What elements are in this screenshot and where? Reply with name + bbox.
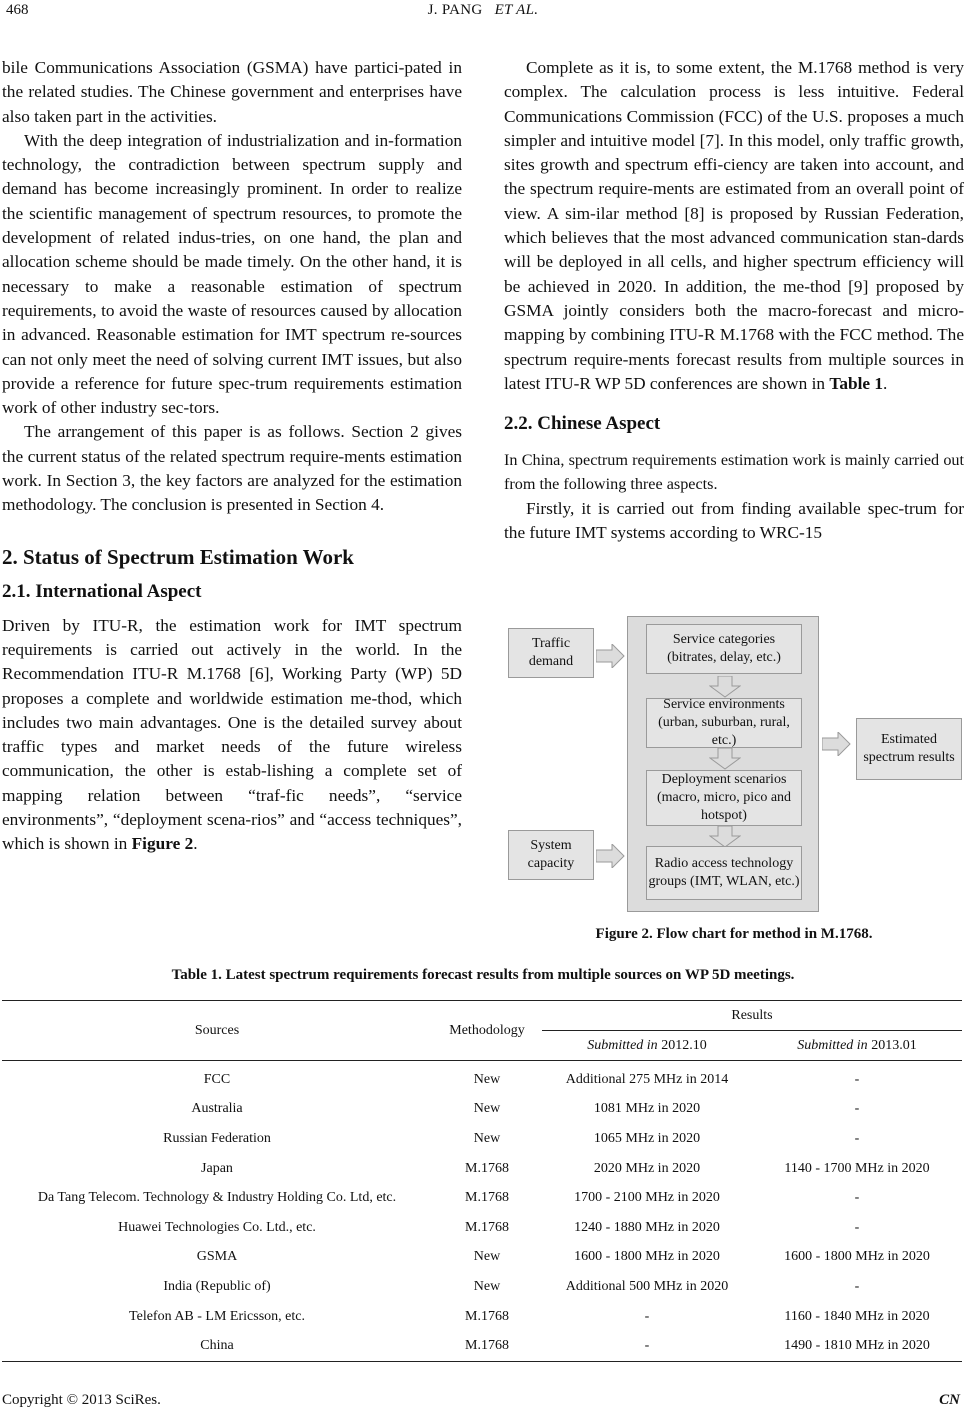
radio-access-box: Radio access technology groups (IMT, WLAN, etc.) <box>646 846 802 900</box>
cell-result-2012: 1600 - 1800 MHz in 2020 <box>574 1249 720 1265</box>
table-row <box>2 1124 962 1154</box>
traffic-demand-box: Traffic demand <box>508 628 594 678</box>
cell-source: China <box>2 1331 432 1361</box>
cell-result-2012: - <box>644 1308 650 1324</box>
table-row <box>2 1183 962 1213</box>
cell-result-2012: Additional 275 MHz in 2014 <box>565 1071 729 1087</box>
table-row <box>2 1302 962 1332</box>
cell-methodology: New <box>473 1278 501 1294</box>
paragraph: With the deep integration of industrialization and in-formation technology, the contradiction between spectrum supply and demand has become increasingly prominent. In order to realize the scientific management of spectrum resources, to promote the development of related indus-tries, on one hand, the plan and allocation scheme should be made timely. On the other hand, it is necessary to make a reasonable estimation of spectrum requirements, to avoid the waste of resources caused by allocation in advanced. Reasonable estimation for IMT spectrum re-sources can not only meet the need of solving current IMT issues, but also provide a reference for future spec-trum requirements estimation work of other industry sec-tors. <box>2 130 462 418</box>
cell-result-2013: - <box>854 1190 860 1206</box>
section-heading: 2. Status of Spectrum Estimation Work <box>2 544 354 569</box>
table-caption: Table 1. Latest spectrum requirements forecast results from multiple sources on WP 5D meetings. <box>171 967 795 983</box>
cell-methodology: New <box>473 1101 501 1117</box>
cell-result-2012: 2020 MHz in 2020 <box>593 1160 701 1176</box>
cell-methodology: M.1768 <box>465 1190 509 1206</box>
paragraph: In China, spectrum requirements estimation work is mainly carried out from the following three aspects. <box>504 451 964 494</box>
paragraph-end: . <box>193 834 198 854</box>
cell-result-2012: 1700 - 2100 MHz in 2020 <box>574 1190 720 1206</box>
service-categories-box: Service categories (bitrates, delay, etc.) <box>646 624 802 674</box>
paragraph-text: Complete as it is, to some extent, the M.1768 method is very complex. The calculation process is less intuitive. Federal Communications Commission (FCC) of the U.S. proposes a much simpler and intuitive model [7]. In this model, only traffic growth, sites growth and spectrum effi-ciency are taken into account, and the spectrum require-ments are estimated from an overall point of view. A sim-ilar method [8] is proposed by Russian Federation, which believes that the most advanced communication stan-dards will be deployed in all cells, and higher spectrum efficiency will be achieved in 2020. In addition, the me-thod [9] proposed by GSMA jointly considers both the macro-forecast and micro-mapping by combining ITU-R M.1768 with the FCC method. The spectrum require-ments forecast results from multiple sources in latest ITU-R WP 5D conferences are shown in <box>504 58 964 393</box>
paragraph: bile Communications Association (GSMA) have partici-pated in the related studies. The Chinese government and enterprises have also taken part in the activities. <box>2 58 462 126</box>
cell-source: Da Tang Telecom. Technology & Industry Holding Co. Ltd, etc. <box>37 1190 397 1206</box>
table-row <box>2 1272 962 1302</box>
cell-result-2013: 1140 - 1700 MHz in 2020 <box>784 1160 930 1176</box>
cell-methodology: New <box>473 1130 501 1146</box>
arrow-right-icon <box>822 732 852 756</box>
deployment-scenarios-box: Deployment scenarios (macro, micro, pico and hotspot) <box>646 770 802 826</box>
footer-journal: CN <box>939 1392 960 1408</box>
submitted-date: 2012.10 <box>661 1037 707 1053</box>
paragraph: The arrangement of this paper is as follows. Section 2 gives the current status of the related spectrum require-ments estimation work. In Section 3, the key factors are analyzed for the estimation methodology. The conclusion is presented in Section 4. <box>2 422 462 515</box>
submitted-date: 2013.01 <box>871 1037 917 1053</box>
paragraph: Firstly, it is carried out from finding available spec-trum for the future IMT systems according to WRC-15 <box>504 498 964 543</box>
cell-methodology: New <box>473 1249 501 1265</box>
arrow-down-icon <box>709 748 741 770</box>
cell-source: Japan <box>201 1160 233 1176</box>
header-results: Results <box>542 1001 962 1031</box>
cell-methodology: M.1768 <box>465 1219 509 1235</box>
results-table <box>2 1000 962 1362</box>
table-row <box>2 1213 962 1243</box>
arrow-down-icon <box>709 826 741 848</box>
paragraph-end: . <box>883 373 888 393</box>
cell-source: Huawei Technologies Co. Ltd., etc. <box>118 1219 316 1235</box>
cell-source: India (Republic of) <box>163 1278 271 1294</box>
footer-copyright: Copyright © 2013 SciRes. <box>2 1392 161 1408</box>
table-row <box>2 1095 962 1125</box>
cell-source: GSMA <box>196 1249 238 1265</box>
running-head-authors: J. PANG <box>427 2 483 18</box>
arrow-right-icon <box>596 644 626 668</box>
cell-result-2013: 1600 - 1800 MHz in 2020 <box>784 1249 930 1265</box>
table-row <box>2 1061 962 1095</box>
service-environments-box: Service environments (urban, suburban, rural, etc.) <box>646 698 802 748</box>
cell-result-2013: - <box>854 1130 860 1146</box>
cell-result-2012: 1065 MHz in 2020 <box>593 1130 701 1146</box>
system-capacity-box: System capacity <box>508 830 594 880</box>
left-column <box>2 56 462 857</box>
table-row <box>2 1331 962 1361</box>
paragraph-text: Driven by ITU-R, the estimation work for IMT spectrum requirements is carried out actively in the world. In the Recommendation ITU-R M.1768 [6], Working Party (WP) 5D proposes a complete and worldwide estimation me-thod, which includes two main advantages. One is the detailed survey about traffic types and market needs of the future wireless communication, the other is estab-lishing a complete set of mapping relation between “traf-fic needs”, “service environments”, “deployment scena-rios” and “access techniques”, which is shown in <box>2 615 462 854</box>
header-submitted-2 <box>752 1031 962 1061</box>
right-column <box>504 56 964 545</box>
paragraph <box>2 614 462 857</box>
cell-result-2013: 1160 - 1840 MHz in 2020 <box>784 1308 930 1324</box>
cell-source: Telefon AB - LM Ericsson, etc. <box>129 1308 305 1324</box>
cell-methodology: M.1768 <box>465 1160 509 1176</box>
cell-source: FCC <box>203 1071 231 1087</box>
cell-result-2013: - <box>854 1278 860 1294</box>
cell-result-2013: - <box>854 1071 860 1087</box>
table-reference: Table 1 <box>829 373 883 393</box>
subsection-heading: 2.1. International Aspect <box>2 580 202 602</box>
flow-chart-figure <box>506 614 966 914</box>
running-head-et-al: ET AL. <box>494 2 539 18</box>
figure-reference: Figure 2 <box>131 834 194 854</box>
cell-methodology: M.1768 <box>432 1331 542 1361</box>
cell-methodology: New <box>473 1071 501 1087</box>
header-submitted-1 <box>542 1031 752 1061</box>
estimated-results-box: Estimated spectrum results <box>856 718 962 780</box>
header-sources: Sources <box>2 1001 432 1061</box>
cell-result-2013: 1490 - 1810 MHz in 2020 <box>752 1331 962 1361</box>
arrow-right-icon <box>596 844 626 868</box>
header-methodology: Methodology <box>432 1001 542 1061</box>
cell-result-2012: - <box>542 1331 752 1361</box>
cell-result-2013: - <box>854 1219 860 1235</box>
submitted-label: Submitted in <box>587 1037 658 1053</box>
table-row <box>2 1154 962 1184</box>
arrow-down-icon <box>709 676 741 698</box>
cell-methodology: M.1768 <box>465 1308 509 1324</box>
cell-result-2012: Additional 500 MHz in 2020 <box>565 1278 729 1294</box>
cell-source: Russian Federation <box>163 1130 271 1146</box>
page-number: 468 <box>6 2 29 18</box>
figure-caption: Figure 2. Flow chart for method in M.1768. <box>595 926 873 942</box>
paragraph <box>504 56 964 396</box>
cell-result-2012: 1081 MHz in 2020 <box>593 1101 701 1117</box>
cell-source: Australia <box>191 1101 243 1117</box>
cell-result-2013: - <box>854 1101 860 1117</box>
subsection-heading: 2.2. Chinese Aspect <box>504 413 661 435</box>
running-head <box>0 2 966 19</box>
table-row <box>2 1243 962 1273</box>
submitted-label: Submitted in <box>797 1037 868 1053</box>
cell-result-2012: 1240 - 1880 MHz in 2020 <box>574 1219 720 1235</box>
table-body <box>2 1061 962 1362</box>
